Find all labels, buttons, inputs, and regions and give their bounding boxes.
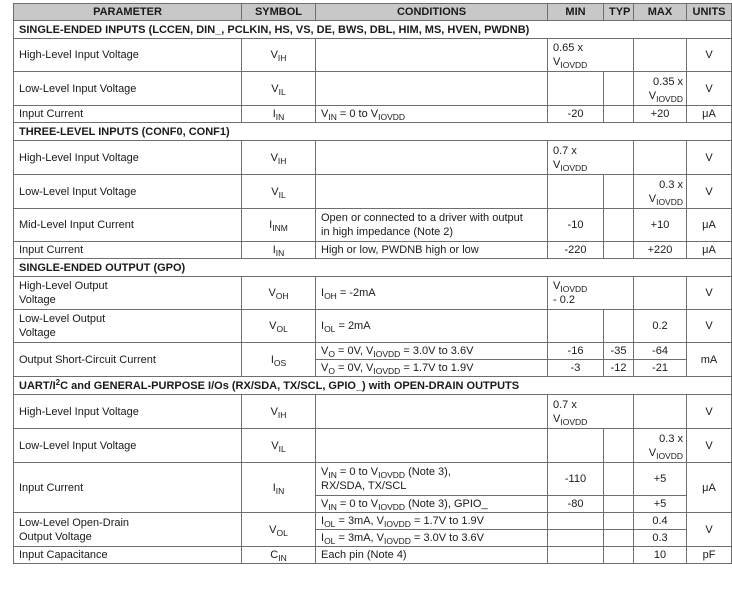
unit-cell: pF [687, 547, 732, 564]
conditions-cell [316, 141, 548, 175]
unit-cell: μA [687, 106, 732, 123]
conditions-cell: $V_{IN} = 0$ to $V_{IOVDD}$ (Note 3), GPIO_ [316, 496, 548, 513]
table-row [14, 175, 732, 209]
min-cell: -3 [548, 360, 604, 377]
max-cell [634, 141, 687, 175]
param-cell: High-Level Input Voltage [14, 141, 242, 175]
max-cell: 0.3 [634, 530, 687, 547]
table-row [14, 395, 732, 429]
typ-cell [604, 175, 634, 209]
col-symbol: SYMBOL [242, 4, 316, 21]
param-cell: Output Short-Circuit Current [14, 343, 242, 377]
conditions-cell: $V_{IN} = 0$ to $V_{IOVDD}$ (Note 3), RX/SDA, TX/SCL [316, 463, 548, 496]
conditions-cell: $I_{OL} = 2mA$ [316, 310, 548, 343]
param-cell: Input Current [14, 106, 242, 123]
conditions-cell [316, 429, 548, 463]
conditions-cell: $I_{OH} = -2mA$ [316, 277, 548, 310]
typ-cell [604, 72, 634, 106]
max-cell: +220 [634, 242, 687, 259]
conditions-cell [316, 395, 548, 429]
col-typ: TYP [604, 4, 634, 21]
unit-cell: V [687, 72, 732, 106]
table-row [14, 209, 732, 242]
min-cell [548, 530, 604, 547]
typ-cell [604, 496, 634, 513]
max-cell [634, 395, 687, 429]
min-cell: -80 [548, 496, 604, 513]
typ-cell [604, 242, 634, 259]
min-cell: -220 [548, 242, 604, 259]
conditions-cell [316, 175, 548, 209]
spec-table-main [13, 3, 732, 564]
typ-cell: -35 [604, 343, 634, 360]
param-cell: High-Level Output Voltage [14, 277, 242, 310]
section-row [14, 377, 732, 395]
conditions-cell [316, 72, 548, 106]
min-cell [548, 72, 604, 106]
min-cell: 0.7 x $V_{IOVDD}$ [548, 395, 634, 429]
min-cell [548, 310, 604, 343]
unit-cell: μA [687, 242, 732, 259]
min-cell [548, 175, 604, 209]
conditions-cell [316, 39, 548, 72]
param-cell: Low-Level Input Voltage [14, 72, 242, 106]
max-cell: 0.3 x $V_{IOVDD}$ [634, 429, 687, 463]
max-cell: 10 [634, 547, 687, 564]
typ-cell [604, 310, 634, 343]
param-cell: Low-Level Output Voltage [14, 310, 242, 343]
table-row [14, 277, 732, 310]
table-row [14, 106, 732, 123]
max-cell: +5 [634, 496, 687, 513]
typ-cell [604, 209, 634, 242]
conditions-cell: Open or connected to a driver with output in high impedance (Note 2) [316, 209, 548, 242]
typ-cell [604, 429, 634, 463]
table-row [14, 141, 732, 175]
section-row [14, 123, 732, 141]
param-cell: Low-Level Input Voltage [14, 429, 242, 463]
section-single-ended-output: SINGLE-ENDED OUTPUT (GPO) [14, 259, 732, 277]
symbol-cell: $V_{IH}$ [242, 39, 316, 72]
table-row [14, 547, 732, 564]
col-conditions: CONDITIONS [316, 4, 548, 21]
section-single-ended-inputs: SINGLE-ENDED INPUTS (LCCEN, DIN_, PCLKIN, HS, VS, DE, BWS, DBL, HIM, MS, HVEN, PWDNB) [14, 21, 732, 39]
min-cell: -20 [548, 106, 604, 123]
param-cell: Low-Level Input Voltage [14, 175, 242, 209]
symbol-cell: $V_{OH}$ [242, 277, 316, 310]
symbol-cell: $I_{IN}$ [242, 242, 316, 259]
unit-cell: μA [687, 463, 732, 513]
conditions-cell: $V_O = 0V$, $V_{IOVDD} = 1.7V$ to 1.9V [316, 360, 548, 377]
table-row [14, 513, 732, 530]
table-row [14, 429, 732, 463]
unit-cell: V [687, 277, 732, 310]
symbol-cell: $V_{IL}$ [242, 72, 316, 106]
table-row [14, 343, 732, 360]
unit-cell: V [687, 310, 732, 343]
unit-cell: μA [687, 209, 732, 242]
conditions-cell: $I_{OL} = 3mA$, $V_{IOVDD} = 3.0V$ to 3.6V [316, 530, 548, 547]
max-cell: -21 [634, 360, 687, 377]
max-cell: +5 [634, 463, 687, 496]
symbol-cell: $C_{IN}$ [242, 547, 316, 564]
unit-cell: V [687, 513, 732, 547]
max-cell [634, 39, 687, 72]
conditions-cell: High or low, PWDNB high or low [316, 242, 548, 259]
max-cell: 0.35 x $V_{IOVDD}$ [634, 72, 687, 106]
param-cell: Input Current [14, 463, 242, 513]
param-cell: Input Current [14, 242, 242, 259]
unit-cell: mA [687, 343, 732, 377]
symbol-cell: $V_{IH}$ [242, 395, 316, 429]
spec-table-body [13, 3, 732, 564]
max-cell [634, 277, 687, 310]
col-max: MAX [634, 4, 687, 21]
min-cell: -110 [548, 463, 604, 496]
unit-cell: V [687, 39, 732, 72]
param-cell: Input Capacitance [14, 547, 242, 564]
col-parameter: PARAMETER [14, 4, 242, 21]
conditions-cell: $V_{IN} = 0$ to $V_{IOVDD}$ [316, 106, 548, 123]
param-cell: High-Level Input Voltage [14, 39, 242, 72]
param-cell: Low-Level Open-Drain Output Voltage [14, 513, 242, 547]
table-row [14, 463, 732, 496]
section-row [14, 21, 732, 39]
col-min: MIN [548, 4, 604, 21]
table-row [14, 310, 732, 343]
unit-cell: V [687, 141, 732, 175]
min-cell [548, 547, 604, 564]
max-cell: +10 [634, 209, 687, 242]
symbol-cell: $V_{IL}$ [242, 175, 316, 209]
typ-cell [604, 547, 634, 564]
conditions-cell: $I_{OL} = 3mA$, $V_{IOVDD} = 1.7V$ to 1.9V [316, 513, 548, 530]
max-cell: -64 [634, 343, 687, 360]
unit-cell: V [687, 395, 732, 429]
typ-cell [604, 463, 634, 496]
conditions-cell: Each pin (Note 4) [316, 547, 548, 564]
symbol-cell: $V_{OL}$ [242, 513, 316, 547]
table-row [14, 242, 732, 259]
section-row [14, 259, 732, 277]
min-cell: 0.65 x $V_{IOVDD}$ [548, 39, 634, 72]
min-cell [548, 513, 604, 530]
max-cell: 0.4 [634, 513, 687, 530]
min-cell: -16 [548, 343, 604, 360]
max-cell: 0.3 x $V_{IOVDD}$ [634, 175, 687, 209]
min-cell: -10 [548, 209, 604, 242]
symbol-cell: $I_{IN}$ [242, 463, 316, 513]
typ-cell: -12 [604, 360, 634, 377]
unit-cell: V [687, 175, 732, 209]
param-cell: High-Level Input Voltage [14, 395, 242, 429]
min-cell [548, 429, 604, 463]
symbol-cell: $V_{OL}$ [242, 310, 316, 343]
section-uart-gpio: UART/$I^2C$ and GENERAL-PURPOSE I/Os (RX/SDA, TX/SCL, GPIO_) with OPEN-DRAIN OUTPUTS [14, 377, 732, 395]
typ-cell [604, 530, 634, 547]
typ-cell [604, 106, 634, 123]
symbol-cell: $V_{IL}$ [242, 429, 316, 463]
col-units: UNITS [687, 4, 732, 21]
symbol-cell: $I_{OS}$ [242, 343, 316, 377]
symbol-cell: $I_{INM}$ [242, 209, 316, 242]
symbol-cell: $V_{IH}$ [242, 141, 316, 175]
section-three-level-inputs: THREE-LEVEL INPUTS (CONF0, CONF1) [14, 123, 732, 141]
unit-cell: V [687, 429, 732, 463]
typ-cell [604, 513, 634, 530]
symbol-cell: $I_{IN}$ [242, 106, 316, 123]
param-cell: Mid-Level Input Current [14, 209, 242, 242]
max-cell: +20 [634, 106, 687, 123]
min-cell: 0.7 x $V_{IOVDD}$ [548, 141, 634, 175]
conditions-cell: $V_O = 0V$, $V_{IOVDD} = 3.0V$ to 3.6V [316, 343, 548, 360]
min-cell: $V_{IOVDD}$ - 0.2 [548, 277, 634, 310]
header-row-main [14, 4, 732, 21]
table-row [14, 39, 732, 72]
table-row [14, 72, 732, 106]
max-cell: 0.2 [634, 310, 687, 343]
